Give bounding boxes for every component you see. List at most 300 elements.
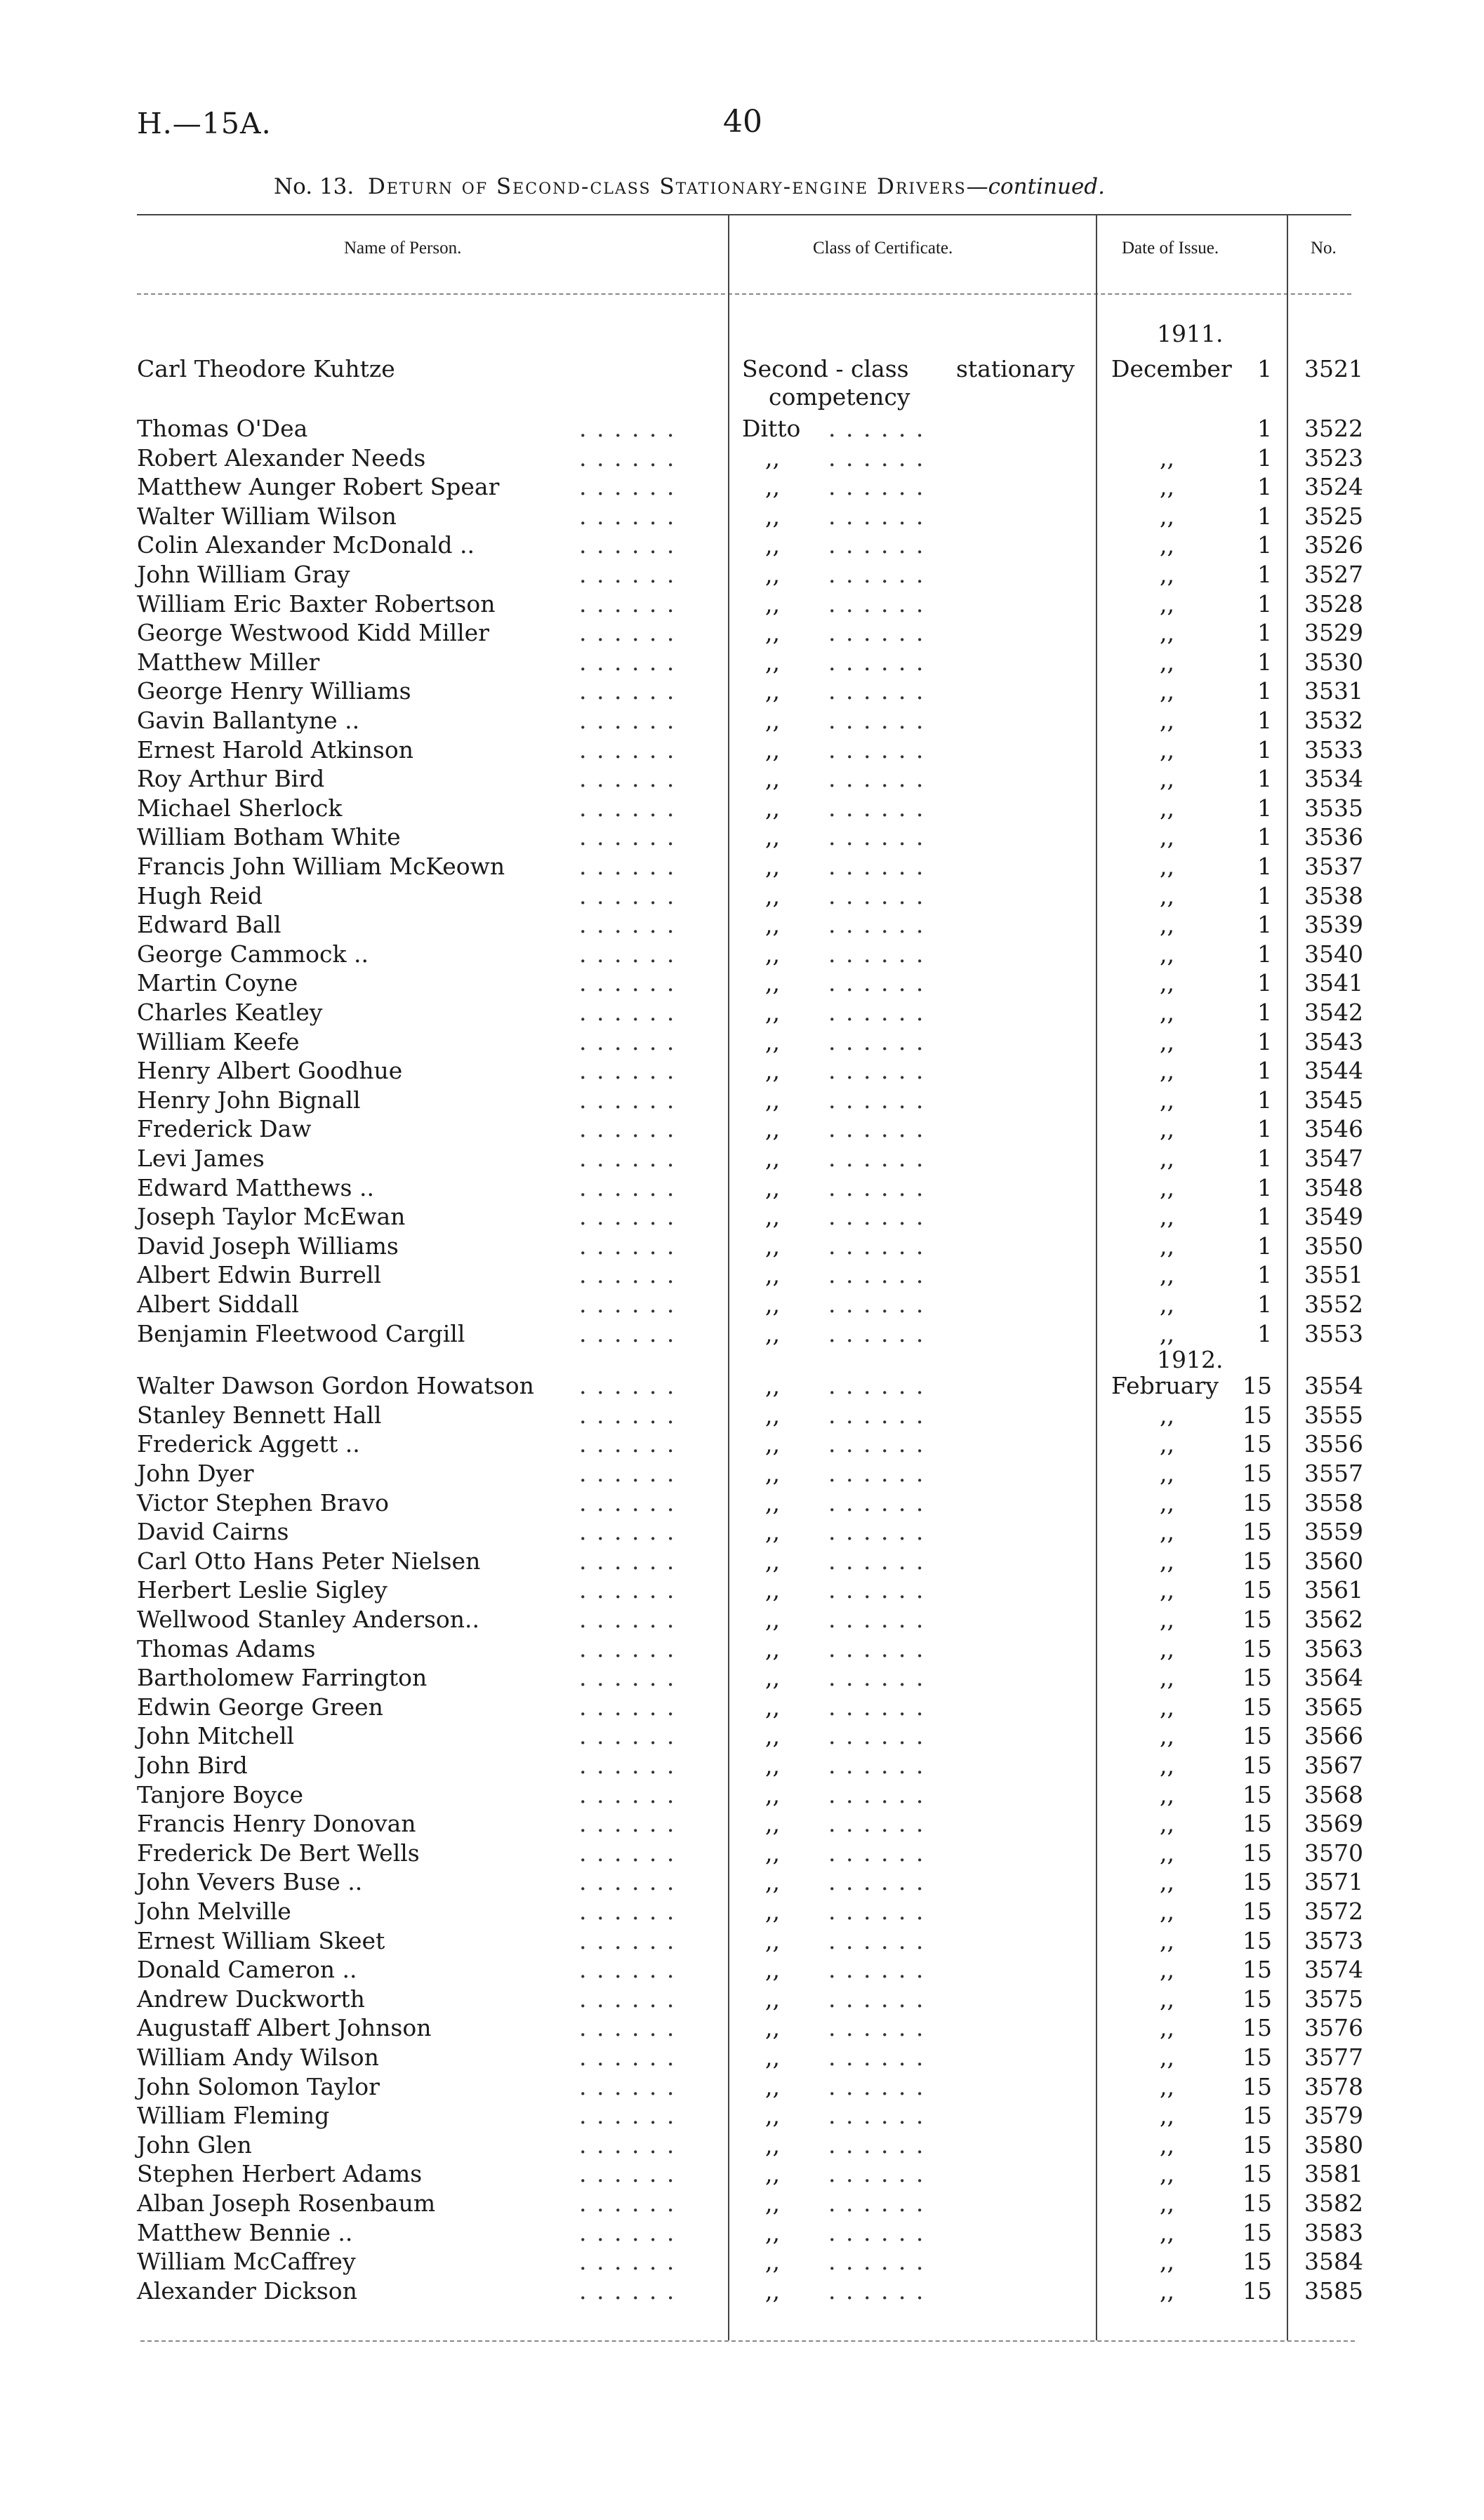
person-name: Francis John William McKeown <box>137 853 505 880</box>
person-name: John Dyer <box>137 1460 254 1487</box>
leader-dots: . . . . . . <box>579 444 676 472</box>
issue-day: 15 <box>1243 2218 1272 2246</box>
person-name: Henry Albert Goodhue <box>137 1057 403 1085</box>
certificate-class: ,, <box>765 1115 780 1143</box>
leader-dots: . . . . . . <box>579 1086 676 1114</box>
issue-month: February <box>1111 1372 1219 1400</box>
issue-day: 15 <box>1243 1576 1272 1604</box>
person-name: William Andy Wilson <box>137 2044 379 2071</box>
leader-dots: . . . . . . <box>828 999 925 1026</box>
certificate-class: ,, <box>765 502 780 530</box>
issue-month: ,, <box>1160 1926 1174 1954</box>
certificate-number: 3542 <box>1304 999 1363 1026</box>
leader-dots: . . . . . . <box>579 589 676 618</box>
issue-day: 15 <box>1243 1752 1272 1779</box>
issue-month: ,, <box>1160 2248 1174 2276</box>
person-name: George Westwood Kidd Miller <box>137 619 489 647</box>
leader-dots: . . . . . . <box>579 1518 676 1546</box>
leader-dots: . . . . . . <box>828 619 925 647</box>
person-name: Martin Coyne <box>137 969 298 997</box>
issue-month: ,, <box>1160 1839 1174 1867</box>
certificate-number: 3558 <box>1304 1488 1363 1516</box>
certificate-number: 3584 <box>1304 2248 1363 2276</box>
issue-month: ,, <box>1160 1985 1174 2013</box>
table-row <box>0 764 1484 794</box>
issue-day: 1 <box>1257 415 1272 442</box>
certificate-number: 3523 <box>1304 444 1363 472</box>
certificate-class: ,, <box>765 444 780 472</box>
issue-day: 15 <box>1243 1606 1272 1633</box>
person-name: Stanley Bennett Hall <box>137 1401 382 1429</box>
issue-day: 15 <box>1243 2276 1272 2305</box>
leader-dots: . . . . . . <box>828 1232 925 1260</box>
certificate-class: ,, <box>765 2218 780 2246</box>
issue-month: ,, <box>1160 444 1174 472</box>
issue-day: 15 <box>1243 1693 1272 1721</box>
person-name: John Vevers Buse .. <box>137 1868 363 1896</box>
table-row <box>0 1575 1484 1605</box>
table-title-prefix: No. 13. <box>274 174 355 199</box>
certificate-number: 3566 <box>1304 1722 1363 1750</box>
certificate-number: 3546 <box>1304 1115 1363 1143</box>
leader-dots: . . . . . . <box>579 473 676 501</box>
leader-dots: . . . . . . <box>828 2276 925 2305</box>
table-row <box>0 1429 1484 1459</box>
leader-dots: . . . . . . <box>828 2218 925 2246</box>
certificate-number: 3539 <box>1304 911 1363 939</box>
certificate-number: 3570 <box>1304 1839 1363 1867</box>
leader-dots: . . . . . . <box>579 1898 676 1925</box>
leader-dots: . . . . . . <box>579 415 676 442</box>
certificate-class: ,, <box>765 1547 780 1575</box>
certificate-number: 3528 <box>1304 589 1363 618</box>
person-name: Augustaff Albert Johnson <box>137 2014 432 2042</box>
leader-dots: . . . . . . <box>579 2248 676 2276</box>
leader-dots: . . . . . . <box>579 1780 676 1808</box>
leader-dots: . . . . . . <box>828 2102 925 2130</box>
leader-dots: . . . . . . <box>828 2044 925 2071</box>
certificate-class: ,, <box>765 2102 780 2130</box>
leader-dots: . . . . . . <box>828 1752 925 1779</box>
leader-dots: . . . . . . <box>828 1203 925 1231</box>
leader-dots: . . . . . . <box>579 1634 676 1662</box>
leader-dots: . . . . . . <box>579 1173 676 1201</box>
issue-day: 1 <box>1257 735 1272 764</box>
certificate-class: ,, <box>765 2131 780 2159</box>
issue-month: ,, <box>1160 1664 1174 1692</box>
certificate-number: 3552 <box>1304 1291 1363 1318</box>
leader-dots: . . . . . . <box>828 1926 925 1954</box>
issue-month: ,, <box>1160 1752 1174 1779</box>
issue-month: ,, <box>1160 911 1174 939</box>
table-row <box>0 1955 1484 1985</box>
issue-month: ,, <box>1160 1956 1174 1984</box>
certificate-number: 3521 <box>1304 355 1363 382</box>
certificate-class: ,, <box>765 2072 780 2100</box>
issue-day: 1 <box>1257 1173 1272 1201</box>
table-row <box>0 1926 1484 1956</box>
leader-dots: . . . . . . <box>579 1576 676 1604</box>
leader-dots: . . . . . . <box>828 1115 925 1143</box>
person-name: Robert Alexander Needs <box>137 444 426 472</box>
person-name: Stephen Herbert Adams <box>137 2160 423 2188</box>
issue-month: ,, <box>1160 853 1174 880</box>
person-name: John William Gray <box>137 561 350 588</box>
leader-dots: . . . . . . <box>828 1693 925 1721</box>
table-row <box>0 2189 1484 2218</box>
person-name: Charles Keatley <box>137 999 323 1026</box>
certificate-number: 3548 <box>1304 1173 1363 1201</box>
certificate-number: 3538 <box>1304 881 1363 909</box>
leader-dots: . . . . . . <box>579 2014 676 2042</box>
person-name: Andrew Duckworth <box>137 1985 365 2013</box>
issue-day: 1 <box>1257 1057 1272 1085</box>
leader-dots: . . . . . . <box>579 2189 676 2217</box>
table-row <box>0 1401 1484 1430</box>
table-row <box>0 1751 1484 1780</box>
leader-dots: . . . . . . <box>579 765 676 793</box>
leader-dots: . . . . . . <box>828 1319 925 1347</box>
leader-dots: . . . . . . <box>579 1693 676 1721</box>
person-name: Carl Theodore Kuhtze <box>137 355 395 382</box>
leader-dots: . . . . . . <box>579 1664 676 1692</box>
issue-day: 15 <box>1243 1985 1272 2013</box>
person-name: John Bird <box>137 1752 248 1779</box>
leader-dots: . . . . . . <box>828 1664 925 1692</box>
issue-month: ,, <box>1160 1693 1174 1721</box>
person-name: Edward Ball <box>137 911 281 939</box>
leader-dots: . . . . . . <box>828 1430 925 1458</box>
certificate-number: 3568 <box>1304 1780 1363 1808</box>
issue-day: 15 <box>1243 1868 1272 1896</box>
header-no: No. <box>1311 239 1337 258</box>
issue-month: ,, <box>1160 1488 1174 1516</box>
certificate-class-b: stationary <box>956 355 1075 382</box>
issue-day: 15 <box>1243 1664 1272 1692</box>
certificate-number: 3527 <box>1304 561 1363 588</box>
issue-month: ,, <box>1160 1576 1174 1604</box>
table-row <box>0 2247 1484 2276</box>
certificate-number: 3575 <box>1304 1985 1363 2013</box>
certificate-number: 3553 <box>1304 1319 1363 1347</box>
issue-day: 1 <box>1257 999 1272 1026</box>
table-row <box>0 2101 1484 2131</box>
issue-day: 15 <box>1243 1634 1272 1662</box>
leader-dots: . . . . . . <box>579 1985 676 2013</box>
issue-month: ,, <box>1160 619 1174 647</box>
leader-dots: . . . . . . <box>828 1261 925 1289</box>
table-row <box>0 852 1484 881</box>
leader-dots: . . . . . . <box>579 1291 676 1318</box>
leader-dots: . . . . . . <box>828 1518 925 1546</box>
leader-dots: . . . . . . <box>828 1839 925 1867</box>
leader-dots: . . . . . . <box>579 2276 676 2305</box>
issue-day: 15 <box>1243 1839 1272 1867</box>
table-row <box>0 1056 1484 1086</box>
certificate-number: 3569 <box>1304 1810 1363 1838</box>
certificate-number: 3579 <box>1304 2102 1363 2130</box>
table-row <box>0 940 1484 969</box>
leader-dots: . . . . . . <box>828 1634 925 1662</box>
leader-dots: . . . . . . <box>579 1926 676 1954</box>
certificate-class: ,, <box>765 1145 780 1172</box>
leader-dots: . . . . . . <box>828 1401 925 1429</box>
certificate-number: 3572 <box>1304 1898 1363 1925</box>
leader-dots: . . . . . . <box>579 1115 676 1143</box>
issue-month: ,, <box>1160 1722 1174 1750</box>
issue-day: 15 <box>1243 1401 1272 1429</box>
certificate-number: 3574 <box>1304 1956 1363 1984</box>
issue-month: ,, <box>1160 1232 1174 1260</box>
person-name: Michael Sherlock <box>137 794 343 822</box>
person-name: William Keefe <box>137 1027 300 1055</box>
issue-month: ,, <box>1160 473 1174 501</box>
issue-month: ,, <box>1160 735 1174 764</box>
issue-month: ,, <box>1160 1547 1174 1575</box>
table-row <box>0 1897 1484 1926</box>
certificate-class: ,, <box>765 1460 780 1487</box>
issue-month: ,, <box>1160 561 1174 588</box>
leader-dots: . . . . . . <box>579 2072 676 2100</box>
leader-dots: . . . . . . <box>828 707 925 734</box>
table-row <box>0 2072 1484 2102</box>
table-bottom-rule <box>140 2340 1355 2342</box>
certificate-number: 3530 <box>1304 648 1363 676</box>
certificate-class: ,, <box>765 823 780 851</box>
issue-month: ,, <box>1160 1460 1174 1487</box>
table-row <box>0 1202 1484 1232</box>
leader-dots: . . . . . . <box>579 1722 676 1750</box>
issue-day: 15 <box>1243 1460 1272 1487</box>
table-row <box>0 1319 1484 1349</box>
issue-day: 1 <box>1257 1203 1272 1231</box>
table-row <box>0 2013 1484 2043</box>
leader-dots: . . . . . . <box>579 1372 676 1400</box>
person-name: Tanjore Boyce <box>137 1780 304 1808</box>
table-row <box>0 1232 1484 1261</box>
person-name: Gavin Ballantyne .. <box>137 707 360 734</box>
issue-month: ,, <box>1160 531 1174 559</box>
certificate-class: ,, <box>765 1430 780 1458</box>
leader-dots: . . . . . . <box>579 1810 676 1838</box>
person-name: Frederick De Bert Wells <box>137 1839 420 1867</box>
certificate-class: ,, <box>765 765 780 793</box>
issue-month: ,, <box>1160 2072 1174 2100</box>
certificate-number: 3547 <box>1304 1145 1363 1172</box>
leader-dots: . . . . . . <box>579 1261 676 1289</box>
issue-month: ,, <box>1160 1518 1174 1546</box>
certificate-class: ,, <box>765 1810 780 1838</box>
issue-day: 1 <box>1257 911 1272 939</box>
leader-dots: . . . . . . <box>579 2131 676 2159</box>
certificate-class: ,, <box>765 1518 780 1546</box>
leader-dots: . . . . . . <box>579 2102 676 2130</box>
leader-dots: . . . . . . <box>828 1956 925 1984</box>
certificate-number: 3549 <box>1304 1203 1363 1231</box>
certificate-number: 3543 <box>1304 1027 1363 1055</box>
certificate-number: 3578 <box>1304 2072 1363 2100</box>
certificate-number: 3565 <box>1304 1693 1363 1721</box>
certificate-number: 3535 <box>1304 794 1363 822</box>
person-name: Henry John Bignall <box>137 1086 361 1114</box>
leader-dots: . . . . . . <box>828 1145 925 1172</box>
certificate-class: ,, <box>765 1488 780 1516</box>
leader-dots: . . . . . . <box>828 1488 925 1516</box>
certificate-class: ,, <box>765 561 780 588</box>
issue-day: 1 <box>1257 765 1272 793</box>
certificate-number: 3564 <box>1304 1664 1363 1692</box>
issue-day: 1 <box>1257 707 1272 734</box>
issue-day: 1 <box>1257 1086 1272 1114</box>
issue-day: 1 <box>1257 1027 1272 1055</box>
certificate-class: ,, <box>765 2014 780 2042</box>
leader-dots: . . . . . . <box>828 444 925 472</box>
issue-month: ,, <box>1160 1261 1174 1289</box>
issue-month: ,, <box>1160 1634 1174 1662</box>
leader-dots: . . . . . . <box>828 1372 925 1400</box>
table-row <box>0 794 1484 823</box>
leader-dots: . . . . . . <box>579 677 676 705</box>
leader-dots: . . . . . . <box>579 940 676 968</box>
person-name: William Fleming <box>137 2102 330 2130</box>
leader-dots: . . . . . . <box>579 2218 676 2246</box>
leader-dots: . . . . . . <box>579 1232 676 1260</box>
issue-day: 1 <box>1257 444 1272 472</box>
person-name: Edward Matthews .. <box>137 1173 374 1201</box>
header-class: Class of Certificate. <box>813 239 953 258</box>
leader-dots: . . . . . . <box>828 794 925 822</box>
leader-dots: . . . . . . <box>828 1722 925 1750</box>
certificate-class: ,, <box>765 1956 780 1984</box>
leader-dots: . . . . . . <box>828 1898 925 1925</box>
issue-month: ,, <box>1160 502 1174 530</box>
certificate-class: ,, <box>765 1868 780 1896</box>
leader-dots: . . . . . . <box>579 1868 676 1896</box>
issue-month: ,, <box>1160 969 1174 997</box>
certificate-class: ,, <box>765 1372 780 1400</box>
issue-month: ,, <box>1160 648 1174 676</box>
table-row <box>0 414 1484 444</box>
leader-dots: . . . . . . <box>828 1173 925 1201</box>
leader-dots: . . . . . . <box>828 1576 925 1604</box>
certificate-number: 3577 <box>1304 2044 1363 2071</box>
certificate-class: ,, <box>765 911 780 939</box>
header-bottom-rule <box>137 293 1351 295</box>
certificate-number: 3567 <box>1304 1752 1363 1779</box>
certificate-class: ,, <box>765 1985 780 2013</box>
leader-dots: . . . . . . <box>579 735 676 764</box>
leader-dots: . . . . . . <box>828 473 925 501</box>
table-row <box>0 2159 1484 2189</box>
person-name: John Melville <box>137 1898 291 1925</box>
issue-day: 1 <box>1257 1261 1272 1289</box>
issue-month: ,, <box>1160 1145 1174 1172</box>
issue-day: 15 <box>1243 1810 1272 1838</box>
table-row <box>0 1144 1484 1173</box>
table-row <box>0 618 1484 648</box>
issue-day: 1 <box>1257 1291 1272 1318</box>
issue-month: ,, <box>1160 589 1174 618</box>
issue-day: 1 <box>1257 1145 1272 1172</box>
issue-day: 15 <box>1243 2014 1272 2042</box>
table-row <box>0 444 1484 473</box>
leader-dots: . . . . . . <box>828 2072 925 2100</box>
issue-month: ,, <box>1160 1401 1174 1429</box>
table-row <box>0 1693 1484 1722</box>
certificate-number: 3576 <box>1304 2014 1363 2042</box>
leader-dots: . . . . . . <box>579 1547 676 1575</box>
certificate-number: 3571 <box>1304 1868 1363 1896</box>
certificate-number: 3555 <box>1304 1401 1363 1429</box>
issue-day: 15 <box>1243 2160 1272 2188</box>
certificate-class: ,, <box>765 1086 780 1114</box>
certificate-number: 3562 <box>1304 1606 1363 1633</box>
leader-dots: . . . . . . <box>579 1057 676 1085</box>
certificate-class: ,, <box>765 2160 780 2188</box>
leader-dots: . . . . . . <box>579 853 676 880</box>
issue-month: ,, <box>1160 1027 1174 1055</box>
issue-day: 15 <box>1243 1926 1272 1954</box>
person-name: David Cairns <box>137 1518 289 1546</box>
issue-month: ,, <box>1160 999 1174 1026</box>
certificate-class: ,, <box>765 1634 780 1662</box>
person-name: George Henry Williams <box>137 677 411 705</box>
certificate-class: ,, <box>765 1576 780 1604</box>
issue-day: 1 <box>1257 502 1272 530</box>
certificate-class: ,, <box>765 619 780 647</box>
person-name: Benjamin Fleetwood Cargill <box>137 1319 465 1347</box>
issue-day: 15 <box>1243 2072 1272 2100</box>
leader-dots: . . . . . . <box>579 619 676 647</box>
issue-month: ,, <box>1160 1086 1174 1114</box>
person-name: Thomas Adams <box>137 1634 316 1662</box>
person-name: William Botham White <box>137 823 401 851</box>
leader-dots: . . . . . . <box>579 1145 676 1172</box>
certificate-class: ,, <box>765 1057 780 1085</box>
certificate-number: 3536 <box>1304 823 1363 851</box>
certificate-number: 3522 <box>1304 415 1363 442</box>
leader-dots: . . . . . . <box>579 1488 676 1516</box>
leader-dots: . . . . . . <box>828 765 925 793</box>
certificate-class: ,, <box>765 1027 780 1055</box>
person-name: Albert Edwin Burrell <box>137 1261 382 1289</box>
header-name: Name of Person. <box>344 239 462 258</box>
table-row <box>0 1459 1484 1488</box>
certificate-class: ,, <box>765 1752 780 1779</box>
certificate-class: ,, <box>765 1261 780 1289</box>
certificate-class: ,, <box>765 1926 780 1954</box>
certificate-number: 3581 <box>1304 2160 1363 2188</box>
table-row <box>0 1721 1484 1751</box>
certificate-number: 3561 <box>1304 1576 1363 1604</box>
person-name: Levi James <box>137 1145 265 1172</box>
issue-month: ,, <box>1160 794 1174 822</box>
table-row <box>0 1260 1484 1290</box>
issue-day: 15 <box>1243 1956 1272 1984</box>
certificate-class: ,, <box>765 1664 780 1692</box>
page-id: H.—15A. <box>137 107 272 140</box>
person-name: William Eric Baxter Robertson <box>137 589 496 618</box>
table-row <box>0 1867 1484 1897</box>
certificate-class: ,, <box>765 1203 780 1231</box>
issue-day: 15 <box>1243 1488 1272 1516</box>
leader-dots: . . . . . . <box>579 531 676 559</box>
year-1912: 1912. <box>1157 1346 1224 1373</box>
table-row <box>0 2131 1484 2160</box>
certificate-number: 3525 <box>1304 502 1363 530</box>
table-row <box>0 881 1484 911</box>
leader-dots: . . . . . . <box>579 561 676 588</box>
